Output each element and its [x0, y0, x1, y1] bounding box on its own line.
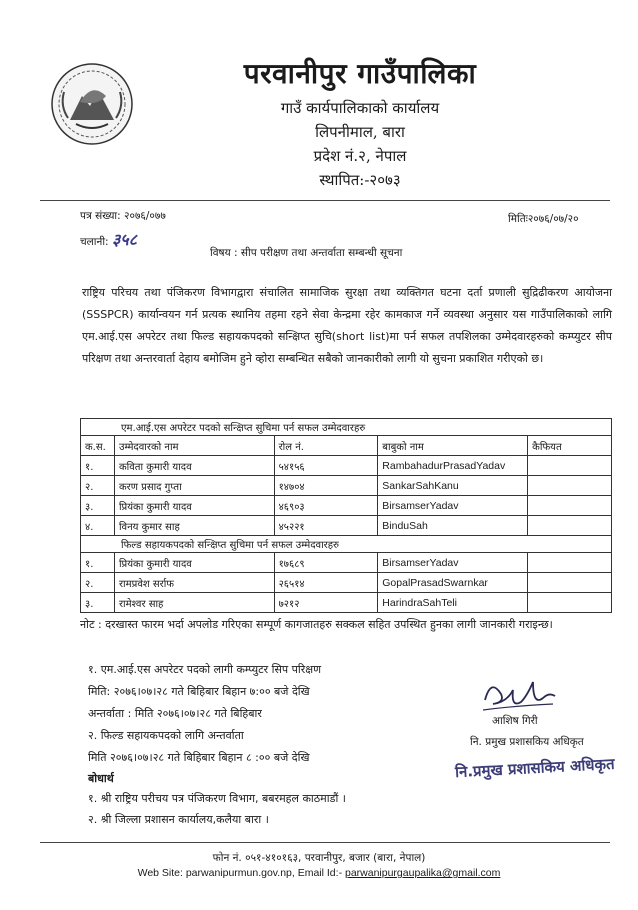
website-link[interactable]: parwanipurmun.gov.np,: [185, 867, 295, 879]
office-name: गाउँ कार्यपालिकाको कार्यालय: [280, 99, 440, 117]
footer-phone: फोन नं. ०५१-४१०१६३, परवानीपुर, बजार (बारा, नेपाल): [212, 852, 426, 864]
row-father: BinduSah: [378, 516, 528, 536]
row-name: प्रियंका कुमारी यादव: [114, 553, 274, 573]
mis-operator-section-title: एम.आई.एस अपरेटर पदको सन्क्षिप्त सुचिमा पर्न सफल उम्मेदवारहरु: [81, 419, 612, 436]
row-name: कविता कुमारी यादव: [114, 456, 274, 476]
table-row: [81, 553, 612, 573]
row-father: BirsamserYadav: [378, 496, 528, 516]
table-row: [81, 593, 612, 613]
signatory-title: नि. प्रमुख प्रशासकिय अधिकृत: [470, 736, 584, 748]
chalani-label: चलानी:: [80, 236, 109, 248]
row-sn: २.: [81, 573, 115, 593]
schedule-field-date: मिति २०७६।०७।२८ गते बिहिबार बिहान ८ :०० बजे देखि: [88, 751, 310, 764]
official-stamp: नि.प्रमुख प्रशासकिय अधिकृत: [454, 754, 616, 782]
footer-divider: [40, 842, 610, 843]
table-row: [81, 496, 612, 516]
chalani-number: ३५८: [111, 230, 137, 249]
row-name: रामप्रवेश सर्राफ: [114, 573, 274, 593]
row-sn: २.: [81, 476, 115, 496]
handwritten-signature: [475, 660, 575, 720]
province-line: प्रदेश नं.२, नेपाल: [313, 147, 407, 165]
row-sn: ३.: [81, 496, 115, 516]
col-header-father: बाबुको नाम: [378, 436, 528, 456]
municipality-title: परवानीपुर गाउँपालिका: [243, 57, 477, 90]
col-header-roll: रोल नं.: [274, 436, 378, 456]
row-father: GopalPrasadSwarnkar: [378, 573, 528, 593]
row-name: रामेश्वर साह: [114, 593, 274, 613]
table-row: [81, 476, 612, 496]
row-roll: १४७०४: [274, 476, 378, 496]
row-father: HarindraSahTeli: [378, 593, 528, 613]
table-row: [81, 516, 612, 536]
section-title-row: [81, 536, 612, 553]
row-roll: १७६८९: [274, 553, 378, 573]
office-address: लिपनीमाल, बारा: [315, 123, 405, 141]
cc-line-2: २. श्री जिल्ला प्रशासन कार्यालय,कलैया बारा ।: [88, 813, 269, 826]
row-roll: ५४१५६: [274, 456, 378, 476]
row-remarks: [528, 476, 612, 496]
cc-title: बोधार्थ: [88, 772, 114, 785]
schedule-mis-date: मिति: २०७६।०७।२८ गते बिहिबार बिहान ७:०० बजे देखि: [88, 685, 310, 698]
row-sn: १.: [81, 553, 115, 573]
row-roll: २६५१४: [274, 573, 378, 593]
row-remarks: [528, 593, 612, 613]
table-row: [81, 573, 612, 593]
row-name: प्रियंका कुमारी यादव: [114, 496, 274, 516]
reference-number: पत्र संख्या: २०७६/०७७: [80, 210, 166, 222]
table-header-row: [81, 436, 612, 456]
row-remarks: [528, 553, 612, 573]
header-divider: [40, 200, 610, 201]
col-header-sn: क.स.: [81, 436, 115, 456]
letter-date: मितिः२०७६/०७/२०: [508, 213, 579, 225]
email-link[interactable]: parwanipurgaupalika@gmail.com: [344, 867, 501, 879]
row-roll: ४६९०३: [274, 496, 378, 516]
subject-line: विषय : सीप परीक्षण तथा अन्तर्वाता सम्बन्धी सूचना: [210, 247, 403, 259]
nepal-emblem-logo: [50, 62, 134, 146]
row-remarks: [528, 456, 612, 476]
note-text: नोट : दरखास्त फारम भर्दा अपलोड गरिएका सम्पूर्ण कागजातहरु सक्कल सहित उपस्थित हुनका लागी जानकारी गराइन्छ।: [80, 618, 553, 631]
schedule-field-title: २. फिल्ड सहायकपदको लागि अन्तर्वाता: [88, 729, 244, 742]
chalani-row: [80, 228, 137, 250]
row-roll: ४५२२१: [274, 516, 378, 536]
row-remarks: [528, 516, 612, 536]
row-roll: ७२१२: [274, 593, 378, 613]
row-sn: १.: [81, 456, 115, 476]
row-sn: ४.: [81, 516, 115, 536]
candidate-table: [80, 418, 612, 613]
row-sn: ३.: [81, 593, 115, 613]
row-father: RambahadurPrasadYadav: [378, 456, 528, 476]
row-father: BirsamserYadav: [378, 553, 528, 573]
web-label: Web Site:: [137, 867, 183, 879]
footer-contact: [0, 867, 638, 879]
email-label: Email Id:-: [297, 867, 343, 879]
schedule-mis-title: १. एम.आई.एस अपरेटर पदको लागी कम्प्युटर सिप परिक्षण: [88, 663, 322, 676]
row-name: करण प्रसाद गुप्ता: [114, 476, 274, 496]
section-title-row: [81, 419, 612, 436]
row-remarks: [528, 573, 612, 593]
field-assistant-section-title: फिल्ड सहायकपदको सन्क्षिप्त सुचिमा पर्न सफल उम्मेदवारहरु: [81, 536, 612, 553]
established-line: स्थापित:-२०७३: [319, 171, 401, 189]
row-name: विनय कुमार साह: [114, 516, 274, 536]
signatory-name: आशिष गिरी: [492, 715, 538, 727]
row-remarks: [528, 496, 612, 516]
table-row: [81, 456, 612, 476]
col-header-name: उम्मेदवारको नाम: [114, 436, 274, 456]
cc-line-1: १. श्री राष्ट्रिय परीचय पत्र पंजिकरण विभाग, बबरमहल काठमाडौं ।: [88, 792, 346, 805]
schedule-mis-interview: अन्तर्वाता : मिति २०७६।०७।२८ गते बिहिबार: [88, 707, 262, 720]
col-header-remarks: कैफियत: [528, 436, 612, 456]
row-father: SankarSahKanu: [378, 476, 528, 496]
body-paragraph: राष्ट्रिय परिचय तथा पंजिकरण विभागद्वारा संचालित सामाजिक सुरक्षा तथा व्यक्तिगत घटना दर्ता प्रणाली सुद्रिढीकरण आयोजना (SSSPCR) कार्यान्वयन गर्न प्रत्यक स्थानिय तहमा रहने सेवा केन्द्रमा रहेर कामकाज गर्ने व्यवस्था अनुसार यस गाउँपालिकाको लागि एम.आई.एस अपरेटर तथा फिल्ड सहायकपदको सन्क्षिप्त सुचि(short list)मा पर्न सफल तपशिलका उम्मेदवारहरुको कम्प्युटर सीप परिक्षण तथा अन्तरवार्ता देहाय बमोजिम हुने व्होरा सम्बन्धित सबैको जानकारीको लागी यो सुचना प्रकाशित गरीएको छ।: [82, 286, 612, 365]
